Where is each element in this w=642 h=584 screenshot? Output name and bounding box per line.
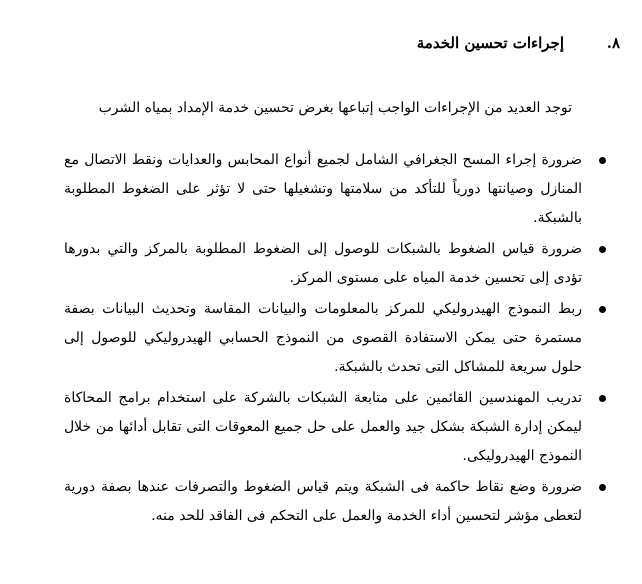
section-number: ٨. [606,34,620,52]
bullet-item-3 [64,295,582,382]
intro-paragraph: توجد العديد من الإجراءات الواجب إتباعها بغرض تحسين خدمة الإمداد بمياه الشرب [98,100,572,116]
bullet-item-2 [64,235,582,293]
section-title: إجراءات تحسين الخدمة [416,34,564,52]
bullet-item-1 [64,146,582,233]
bullet-text: ربط النموذج الهيدروليكي للمركز بالمعلومات والبيانات المقاسة وتحديث البيانات بصفة مستمرة حتى يمكن الاستفادة القصوى من النموذج الحسابي الهيدروليكي للوصول إلى حلول سريعة للمشاكل التى تحدث بالشبكة. [64,301,582,375]
bullet-dot-icon [599,395,606,402]
bullet-dot-icon [599,157,606,164]
bullet-dot-icon [599,246,606,253]
bullet-text: تدريب المهندسين القائمين على متابعة الشبكات بالشركة على استخدام برامج المحاكاة ليمكن إدارة الشبكة بشكل جيد والعمل على حل جميع المعوقات التى تقابل أدائها من خلال النموذج الهيدروليكى. [64,390,582,464]
bullet-list [64,146,582,533]
bullet-item-5 [64,473,582,531]
bullet-text: ضرورة إجراء المسح الجغرافي الشامل لجميع أنواع المحابس والعدايات ونقط الاتصال مع المنازل وصيانتها دورياً للتأكد من سلامتها وتشغيلها حتى لا تؤثر على الضغوط المطلوبة بالشبكة. [64,152,582,226]
section-heading [0,34,642,58]
bullet-dot-icon [599,306,606,313]
bullet-item-4 [64,384,582,471]
bullet-text: ضرورة قياس الضغوط بالشبكات للوصول إلى الضغوط المطلوبة بالمركز والتي بدورها تؤدى إلى تحسين خدمة المياه على مستوى المركز. [64,241,582,286]
bullet-dot-icon [599,484,606,491]
bullet-text: ضرورة وضع نقاط حاكمة فى الشبكة ويتم قياس الضغوط والتصرفات عندها بصفة دورية لتعطى مؤشر لتحسين أداء الخدمة والعمل على التحكم فى الفاقد للحد منه. [64,479,582,524]
